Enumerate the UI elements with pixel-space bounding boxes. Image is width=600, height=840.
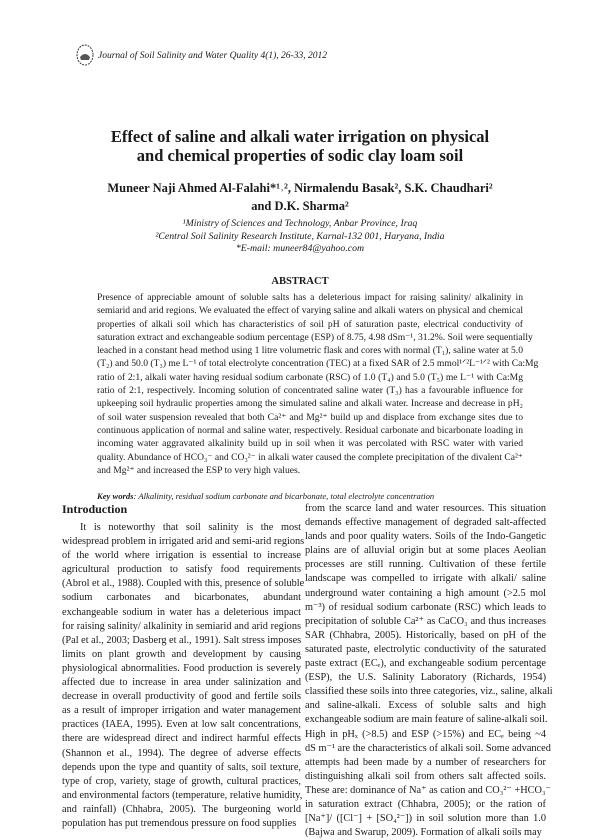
text-line: ratio of 2:1, respectively. Incoming solution of concentrated saline water (T₃) has a favourable influence for [97, 385, 523, 397]
title-line: Effect of saline and alkali water irrigation on physical [110, 127, 490, 146]
abstract-heading: ABSTRACT [271, 276, 329, 287]
text-line: These are: dominance of Na⁺ as cation and CO₃²⁻ +HCO₃⁻ [305, 784, 551, 796]
authors-line: and D.K. Sharma² [251, 199, 349, 213]
text-line: agricultural production to satisfy food requirements [62, 564, 301, 576]
introduction-heading: Introduction [62, 502, 128, 516]
text-line: and environmental factors (temperature, relative humidity, [62, 789, 303, 801]
authors-line: Muneer Naji Ahmed Al-Falahi*¹˒², Nirmalendu Basak², S.K. Chaudhari² [107, 181, 493, 195]
keywords-text: : Alkalinity, residual sodium carbonate and bicarbonate, total electrolyte concentration [133, 491, 435, 501]
title-line: and chemical properties of sodic clay loam soil [136, 146, 464, 165]
right-column [305, 502, 553, 840]
text-line: semiarid and arid regions. We evaluated the effect of varying saline and alkali waters on physical and chemical [97, 305, 523, 317]
text-line: type of crop, variety, stage of growth, cultural practices, [62, 775, 301, 787]
text-line: lands and poor quality waters. Soils of the Indo-Gangetic [305, 531, 546, 543]
text-line: ratio of 2:1, alkali water having residual sodium carbonate (RSC) of 1.0 (T₄) and 5.0 (T₅) me L⁻¹ with Ca:Mg [97, 371, 523, 383]
authors [0, 179, 600, 215]
text-line: processes are still running. Cultivation of these fertile [305, 559, 546, 571]
text-line: limits on plant growth and development by causing [62, 648, 301, 660]
text-line: for raising salinity/ alkalinity in semiarid and arid regions [62, 620, 301, 632]
text-line: saturation extract and exchangeable sodium percentage (ESP) of 8.75, 4.98 dSm⁻¹, 31.2%. Soil were sequentially [97, 331, 533, 343]
text-line: dS m⁻¹ are the characteristics of alkali soil. Some advanced [305, 742, 551, 754]
text-line: landscape was compelled to irrigate with alkali/ saline [305, 573, 546, 585]
email: *E-mail: muneer84@yahoo.com [235, 243, 365, 254]
text-line: (Bajwa and Swarup, 2009). Formation of alkali soils may [305, 827, 542, 839]
text-line: (Abrol et al., 1988). Coupled with this, presence of soluble [62, 578, 305, 590]
text-line: physiological abnormalities. Food production is severely [62, 662, 301, 674]
text-line: incoming water aggravated alkalinity build up in soil when it was percolated with RSC water with varied [97, 438, 523, 450]
text-line: and saline-alkali. Excess of soluble salts and high [305, 700, 546, 712]
text-line: from the scarce land and water resources. This situation [305, 503, 546, 514]
text-line: in saturation extract (Chhabra, 2005); or the ration of [305, 798, 546, 810]
text-line: exchangeable sodium in water has a deleterious impact [62, 606, 301, 618]
text-line: there are widespread direct and indirect harmful effects [62, 733, 301, 745]
text-line: (T₂) and 50.0 (T₃) me L⁻¹ of total electrolyte concentration (TEC) at a fixed SAR of 2.5 mmol¹ᐟ²L⁻¹ᐟ² with Ca:Mg [97, 358, 539, 370]
text-line: (Shannon et al., 1994). The degree of adverse effects [62, 747, 301, 759]
affiliation: ¹Ministry of Sciences and Technology, Anbar Province, Iraq [182, 218, 418, 229]
keywords-label: Key words [97, 491, 134, 501]
text-line: precipitation of soluble Ca²⁺ as CaCO₃ and thus increases [305, 615, 546, 627]
text-line: attempts had been made by a number of researchers for [305, 756, 546, 768]
text-line: widespread problem in irrigated arid and semi-arid regions [62, 536, 305, 548]
journal-logo-icon [76, 44, 94, 66]
text-line: of soil water suspension revealed that both Ca²⁺ and Mg²⁺ build up and displace from exchange sites due to [97, 411, 523, 423]
paper-title [0, 127, 600, 165]
text-line: properties of alkali soil which has characteristics of soil pH of saturation paste, electrical conductivity of [97, 318, 523, 330]
left-column [62, 521, 305, 831]
text-line: as a result of improper irrigation and water management [62, 705, 301, 717]
text-line: [Na⁺]/ ([Cl⁻] + [SO₄²⁻]) in soil solution more than 1.0 [305, 813, 546, 825]
text-line: Presence of appreciable amount of soluble salts has a deleterious impact for raising salinity/ alkalinity in [97, 292, 523, 303]
text-line: underground water containing a high amount (>2.5 mol [305, 587, 546, 599]
keywords [97, 491, 434, 501]
text-line: paste extract (ECₑ), and exchangeable sodium percentage [305, 658, 546, 670]
text-line: (ESP), the U.S. Salinity Laboratory (Richards, 1954) [305, 672, 546, 684]
text-line: continuous application of normal and saline water, respectively. Residual carbonate and bicarbonate loading in [97, 424, 523, 436]
text-line: quality. Abundance of HCO₃⁻ and CO₃²⁻ in alkali water caused the complete precipitation of the divalent Ca²⁺ [97, 451, 523, 463]
text-line: sodium carbonates and bicarbonates, abundant [62, 592, 301, 604]
affiliations [0, 218, 600, 256]
text-line: saturated paste, electrolytic conductivity of the saturated [305, 643, 546, 655]
text-line: plains are of alluvial origin but at some places Aeolian [305, 545, 546, 557]
text-line: and rainfall) (Chhabra, 2005). The burgeoning world [62, 803, 301, 815]
text-line: affected due to increase in area under salinization and [62, 677, 301, 689]
text-line: distinguishing alkali soil from others salt affected soils. [305, 770, 546, 782]
affiliation: ²Central Soil Salinity Research Institute, Karnal-132 001, Haryana, India [155, 230, 445, 242]
text-line: exchangeable sodium are main feature of saline-alkali soil. [305, 714, 548, 726]
text-line: upkeeping soil hydraulic properties among the simulated saline and alkali water. Increase and decrease in pH₂ [97, 398, 523, 410]
text-line: practices (IAEA, 1995). Even at low salt concentrations, [62, 719, 301, 731]
text-line: demands effective management of degraded salt-affected [305, 517, 546, 529]
text-line: depends upon the type and quantity of salts, soil texture, [62, 761, 301, 773]
text-line: of the world where irrigation is essential to increase [62, 550, 301, 562]
text-line: population has put tremendous pressure on food supplies [62, 817, 297, 829]
text-line: leached in a constant head method using 1 litre volumetric flask and cores with normal (T₁), saline water at 5.0 [97, 345, 523, 357]
text-line: decrease in overall productivity of good and fertile soils [62, 691, 301, 703]
abstract-body [97, 291, 539, 477]
text-line: It is noteworthy that soil salinity is the most [80, 522, 301, 533]
text-line: High in pHₓ (>8.5) and ESP (>15%) and ECₑ being ~4 [305, 728, 546, 740]
text-line: and Mg²⁺ and increased the ESP to very high values. [97, 464, 301, 476]
text-line: (Pal et al., 2003; Dasberg et al., 1991). Salt stress imposes [62, 634, 302, 646]
journal-citation: Journal of Soil Salinity and Water Quality 4(1), 26-33, 2012 [98, 51, 327, 61]
text-line: m⁻³) of residual sodium carbonate (RSC) which leads to [305, 601, 546, 613]
text-line: SAR (Chhabra, 2005). Historically, based on pH of the [305, 629, 546, 641]
text-line: classified these soils into three categories, viz., saline, alkali [305, 686, 553, 698]
